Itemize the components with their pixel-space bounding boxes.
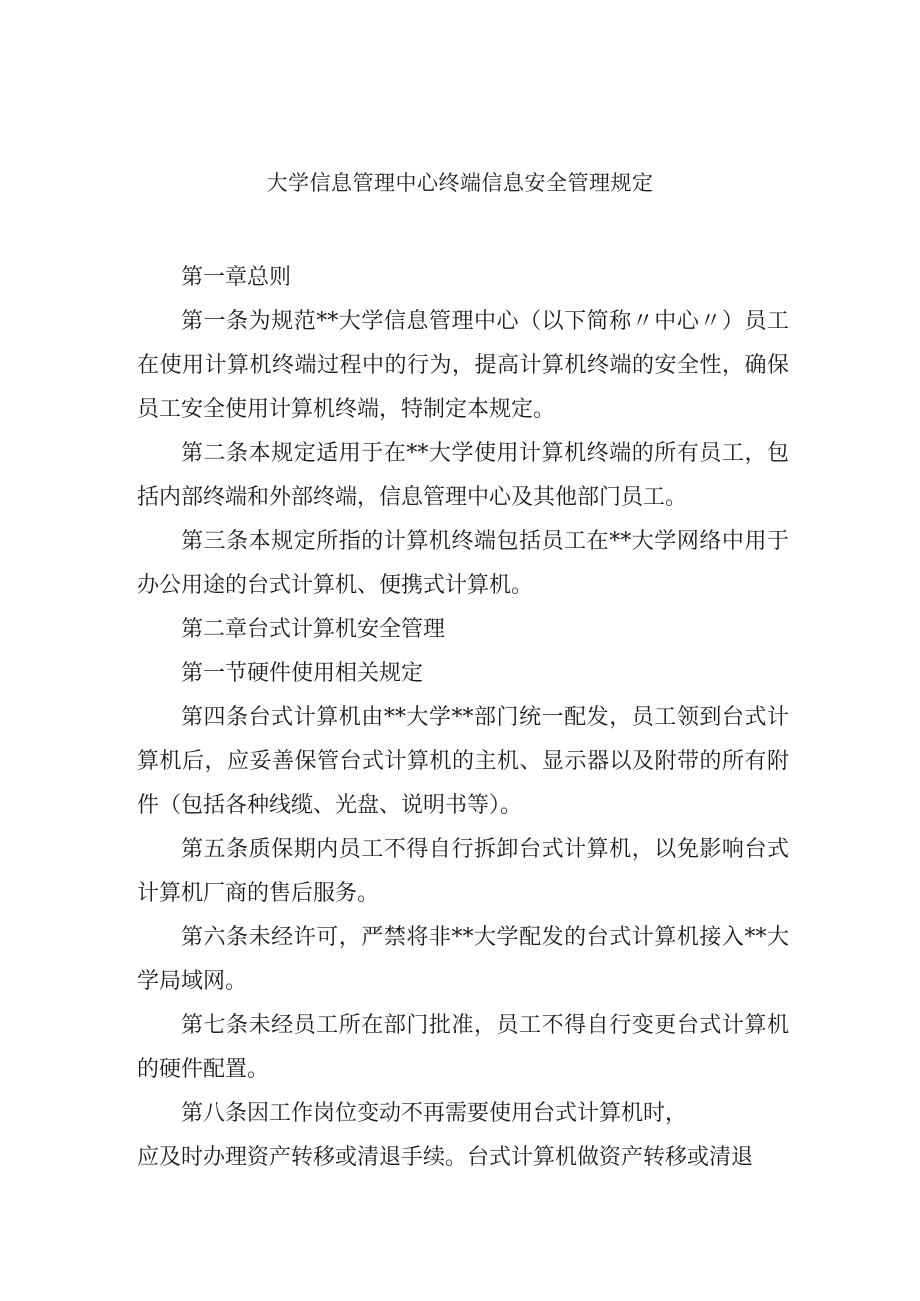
article-paragraph: 第七条未经员工所在部门批准，员工不得自行变更台式计算机的硬件配置。 — [137, 1013, 789, 1082]
article-paragraph: 第五条质保期内员工不得自行拆卸台式计算机，以免影响台式计算机厂商的售后服务。 — [137, 837, 789, 906]
chapter-heading: 第二章台式计算机安全管理 — [181, 617, 446, 642]
article-paragraph: 第六条未经许可，严禁将非**大学配发的台式计算机接入**大学局域网。 — [137, 925, 789, 994]
article-paragraph: 第八条因工作岗位变动不再需要使用台式计算机时， — [181, 1101, 688, 1126]
document-body — [137, 256, 789, 1180]
article-paragraph-continuation: 应及时办理资产转移或清退手续。台式计算机做资产转移或清退 — [137, 1145, 754, 1170]
section-heading: 第一节硬件使用相关规定 — [181, 661, 424, 686]
article-paragraph: 第三条本规定所指的计算机终端包括员工在**大学网络中用于办公用途的台式计算机、便携式计算机。 — [137, 529, 789, 598]
document-title: 大学信息管理中心终端信息安全管理规定 — [266, 171, 654, 195]
chapter-heading: 第一章总则 — [181, 265, 292, 290]
article-paragraph: 第一条为规范**大学信息管理中心（以下简称〃中心〃）员工在使用计算机终端过程中的行为，提高计算机终端的安全性，确保员工安全使用计算机终端，特制定本规定。 — [137, 309, 789, 422]
article-paragraph: 第二条本规定适用于在**大学使用计算机终端的所有员工，包括内部终端和外部终端，信息管理中心及其他部门员工。 — [137, 441, 789, 510]
article-paragraph: 第四条台式计算机由**大学**部门统一配发，员工领到台式计算机后，应妥善保管台式计算机的主机、显示器以及附带的所有附件（包括各种线缆、光盘、说明书等）。 — [137, 705, 789, 818]
